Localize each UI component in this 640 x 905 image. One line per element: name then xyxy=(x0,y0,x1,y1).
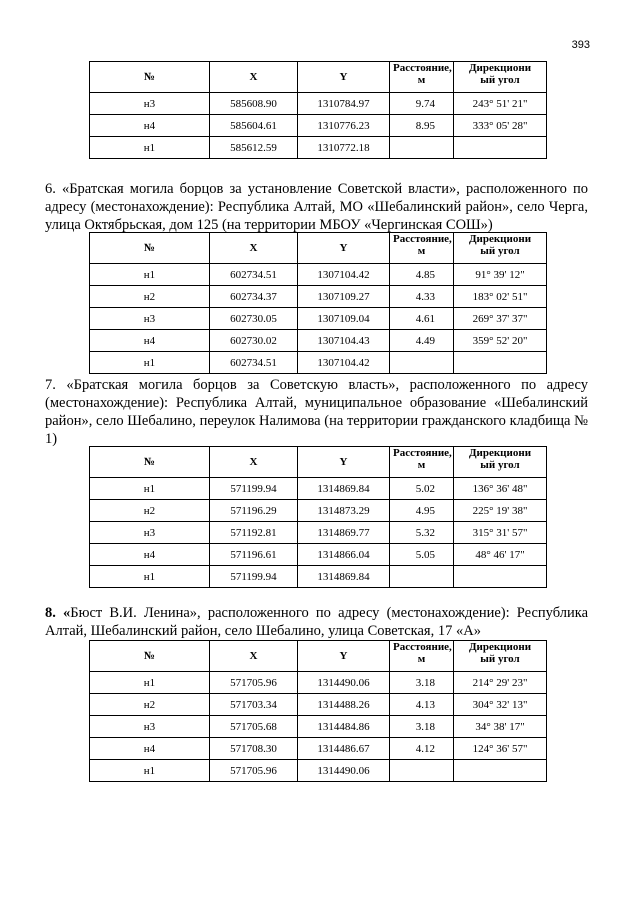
header-y xyxy=(298,233,390,264)
header-direction-angle-line: ый угол xyxy=(480,74,520,86)
header-distance-line: Расстояние, xyxy=(393,62,452,74)
header-y-line: Y xyxy=(339,456,348,468)
distance-cell: 4.13 xyxy=(390,694,454,716)
section-text: Бюст В.И. Ленина», расположенного по адресу (местонахождение): Республика Алтай, Шебалинский район, село Шебалино, улица Советская, 17 «А» xyxy=(45,605,589,639)
header-direction-angle-line: Дирекциони xyxy=(468,447,532,459)
table-row xyxy=(90,137,547,159)
header-distance xyxy=(390,233,454,264)
header-distance-line: м xyxy=(417,74,426,86)
point-number-cell: н3 xyxy=(90,522,210,544)
header-distance xyxy=(390,62,454,93)
x-coordinate-cell: 571703.34 xyxy=(210,694,298,716)
x-coordinate-cell: 585604.61 xyxy=(210,115,298,137)
x-coordinate-cell: 602730.05 xyxy=(210,308,298,330)
direction-angle-cell: 304° 32' 13" xyxy=(454,694,547,716)
y-coordinate-cell: 1307104.43 xyxy=(298,330,390,352)
y-coordinate-cell: 1307109.27 xyxy=(298,286,390,308)
header-distance-line: м xyxy=(417,245,426,257)
header-x-line: X xyxy=(249,242,258,254)
direction-angle-cell xyxy=(454,566,547,588)
table-row xyxy=(90,308,547,330)
header-y-line: Y xyxy=(339,242,348,254)
header-direction-angle-line: Дирекциони xyxy=(468,641,532,653)
point-number-cell: н1 xyxy=(90,672,210,694)
coordinates-table xyxy=(89,61,547,159)
header-distance-line: м xyxy=(417,653,426,665)
distance-cell: 4.61 xyxy=(390,308,454,330)
table-row xyxy=(90,500,547,522)
header-distance xyxy=(390,641,454,672)
x-coordinate-cell: 602734.51 xyxy=(210,264,298,286)
header-number xyxy=(90,233,210,264)
point-number-cell: н4 xyxy=(90,738,210,760)
x-coordinate-cell: 585612.59 xyxy=(210,137,298,159)
header-distance-line: Расстояние, xyxy=(393,447,452,459)
direction-angle-cell: 48° 46' 17" xyxy=(454,544,547,566)
direction-angle-cell: 91° 39' 12" xyxy=(454,264,547,286)
x-coordinate-cell: 571705.96 xyxy=(210,672,298,694)
point-number-cell: н2 xyxy=(90,694,210,716)
point-number-cell: н2 xyxy=(90,500,210,522)
x-coordinate-cell: 571708.30 xyxy=(210,738,298,760)
table-row xyxy=(90,522,547,544)
direction-angle-cell: 225° 19' 38" xyxy=(454,500,547,522)
x-coordinate-cell: 571705.68 xyxy=(210,716,298,738)
point-number-cell: н3 xyxy=(90,716,210,738)
coordinates-table xyxy=(89,640,547,782)
section-8-paragraph xyxy=(45,604,588,640)
y-coordinate-cell: 1314490.06 xyxy=(298,672,390,694)
header-y-line: Y xyxy=(339,650,348,662)
section-7-paragraph xyxy=(45,376,588,448)
table-header-row xyxy=(90,447,547,478)
table-row xyxy=(90,738,547,760)
direction-angle-cell xyxy=(454,352,547,374)
y-coordinate-cell: 1310772.18 xyxy=(298,137,390,159)
header-x-line: X xyxy=(249,71,258,83)
table-row xyxy=(90,566,547,588)
x-coordinate-cell: 585608.90 xyxy=(210,93,298,115)
distance-cell: 4.85 xyxy=(390,264,454,286)
header-y xyxy=(298,447,390,478)
point-number-cell: н1 xyxy=(90,137,210,159)
table-row xyxy=(90,330,547,352)
x-coordinate-cell: 571199.94 xyxy=(210,566,298,588)
y-coordinate-cell: 1314490.06 xyxy=(298,760,390,782)
header-direction-angle-line: ый угол xyxy=(480,653,520,665)
header-distance-line: Расстояние, xyxy=(393,233,452,245)
direction-angle-cell: 359° 52' 20" xyxy=(454,330,547,352)
header-distance-line: Расстояние, xyxy=(393,641,452,653)
header-y xyxy=(298,62,390,93)
point-number-cell: н3 xyxy=(90,308,210,330)
table-row xyxy=(90,93,547,115)
header-number xyxy=(90,641,210,672)
header-y xyxy=(298,641,390,672)
table-row xyxy=(90,286,547,308)
table-row xyxy=(90,352,547,374)
point-number-cell: н4 xyxy=(90,330,210,352)
x-coordinate-cell: 602730.02 xyxy=(210,330,298,352)
distance-cell: 4.95 xyxy=(390,500,454,522)
direction-angle-cell: 183° 02' 51" xyxy=(454,286,547,308)
distance-cell: 4.12 xyxy=(390,738,454,760)
table-row xyxy=(90,264,547,286)
direction-angle-cell: 243° 51' 21" xyxy=(454,93,547,115)
y-coordinate-cell: 1314873.29 xyxy=(298,500,390,522)
direction-angle-cell xyxy=(454,137,547,159)
x-coordinate-cell: 602734.37 xyxy=(210,286,298,308)
distance-cell: 3.18 xyxy=(390,716,454,738)
y-coordinate-cell: 1314484.86 xyxy=(298,716,390,738)
distance-cell: 5.02 xyxy=(390,478,454,500)
y-coordinate-cell: 1314869.77 xyxy=(298,522,390,544)
distance-cell: 4.49 xyxy=(390,330,454,352)
distance-cell: 4.33 xyxy=(390,286,454,308)
header-number-line: № xyxy=(143,71,156,83)
section-text: «Братская могила борцов за Советскую власть», расположенного по адресу (местонахождение): Республика Алтай, муниципальное образование «Шебалинский район», село Шебалино, переулок Налимова (на территории гражданского кладбища № 1) xyxy=(45,377,588,447)
y-coordinate-cell: 1307104.42 xyxy=(298,352,390,374)
header-direction-angle xyxy=(454,641,547,672)
table-header-row xyxy=(90,641,547,672)
header-number xyxy=(90,447,210,478)
table-row xyxy=(90,115,547,137)
direction-angle-cell: 315° 31' 57" xyxy=(454,522,547,544)
point-number-cell: н1 xyxy=(90,352,210,374)
table-row xyxy=(90,716,547,738)
header-y-line: Y xyxy=(339,71,348,83)
y-coordinate-cell: 1314488.26 xyxy=(298,694,390,716)
table-row xyxy=(90,478,547,500)
direction-angle-cell xyxy=(454,760,547,782)
y-coordinate-cell: 1307109.04 xyxy=(298,308,390,330)
point-number-cell: н4 xyxy=(90,544,210,566)
header-x-line: X xyxy=(249,456,258,468)
direction-angle-cell: 136° 36' 48" xyxy=(454,478,547,500)
table-row xyxy=(90,672,547,694)
header-direction-angle xyxy=(454,447,547,478)
distance-cell: 5.32 xyxy=(390,522,454,544)
header-direction-angle-line: Дирекциони xyxy=(468,62,532,74)
header-number-line: № xyxy=(143,456,156,468)
point-number-cell: н4 xyxy=(90,115,210,137)
y-coordinate-cell: 1307104.42 xyxy=(298,264,390,286)
point-number-cell: н1 xyxy=(90,264,210,286)
distance-cell xyxy=(390,352,454,374)
y-coordinate-cell: 1310784.97 xyxy=(298,93,390,115)
header-direction-angle-line: ый угол xyxy=(480,459,520,471)
y-coordinate-cell: 1310776.23 xyxy=(298,115,390,137)
header-number xyxy=(90,62,210,93)
x-coordinate-cell: 571196.61 xyxy=(210,544,298,566)
x-coordinate-cell: 571199.94 xyxy=(210,478,298,500)
header-x xyxy=(210,447,298,478)
coordinates-table xyxy=(89,232,547,374)
y-coordinate-cell: 1314866.04 xyxy=(298,544,390,566)
distance-cell: 3.18 xyxy=(390,672,454,694)
section-number: 6. xyxy=(45,181,56,197)
table-row xyxy=(90,544,547,566)
header-direction-angle-line: ый угол xyxy=(480,245,520,257)
point-number-cell: н1 xyxy=(90,478,210,500)
distance-cell xyxy=(390,760,454,782)
point-number-cell: н1 xyxy=(90,566,210,588)
direction-angle-cell: 214° 29' 23" xyxy=(454,672,547,694)
page-number: 393 xyxy=(571,39,590,51)
direction-angle-cell: 333° 05' 28" xyxy=(454,115,547,137)
header-x-line: X xyxy=(249,650,258,662)
table-header-row xyxy=(90,233,547,264)
header-x xyxy=(210,62,298,93)
distance-cell xyxy=(390,137,454,159)
header-x xyxy=(210,641,298,672)
distance-cell: 5.05 xyxy=(390,544,454,566)
distance-cell: 8.95 xyxy=(390,115,454,137)
section-number: 7. xyxy=(45,377,56,393)
table-header-row xyxy=(90,62,547,93)
table-row xyxy=(90,760,547,782)
distance-cell xyxy=(390,566,454,588)
header-x xyxy=(210,233,298,264)
section-text: «Братская могила борцов за установление Советской власти», расположенного по адресу (местонахождение): Республика Алтай, МО «Шебалинский район», село Черга, улица Октябрьская, дом 125 (на территории МБОУ «Чергинская СОШ») xyxy=(45,181,588,233)
table-row xyxy=(90,694,547,716)
x-coordinate-cell: 571192.81 xyxy=(210,522,298,544)
section-number: 8. « xyxy=(45,605,71,621)
section-6-paragraph xyxy=(45,180,588,234)
header-number-line: № xyxy=(143,242,156,254)
distance-cell: 9.74 xyxy=(390,93,454,115)
point-number-cell: н2 xyxy=(90,286,210,308)
x-coordinate-cell: 602734.51 xyxy=(210,352,298,374)
header-distance-line: м xyxy=(417,459,426,471)
point-number-cell: н3 xyxy=(90,93,210,115)
coordinates-table xyxy=(89,446,547,588)
header-distance xyxy=(390,447,454,478)
direction-angle-cell: 34° 38' 17" xyxy=(454,716,547,738)
header-direction-angle xyxy=(454,62,547,93)
direction-angle-cell: 269° 37' 37" xyxy=(454,308,547,330)
header-direction-angle xyxy=(454,233,547,264)
header-number-line: № xyxy=(143,650,156,662)
x-coordinate-cell: 571705.96 xyxy=(210,760,298,782)
point-number-cell: н1 xyxy=(90,760,210,782)
y-coordinate-cell: 1314869.84 xyxy=(298,478,390,500)
y-coordinate-cell: 1314869.84 xyxy=(298,566,390,588)
header-direction-angle-line: Дирекциони xyxy=(468,233,532,245)
x-coordinate-cell: 571196.29 xyxy=(210,500,298,522)
direction-angle-cell: 124° 36' 57" xyxy=(454,738,547,760)
y-coordinate-cell: 1314486.67 xyxy=(298,738,390,760)
